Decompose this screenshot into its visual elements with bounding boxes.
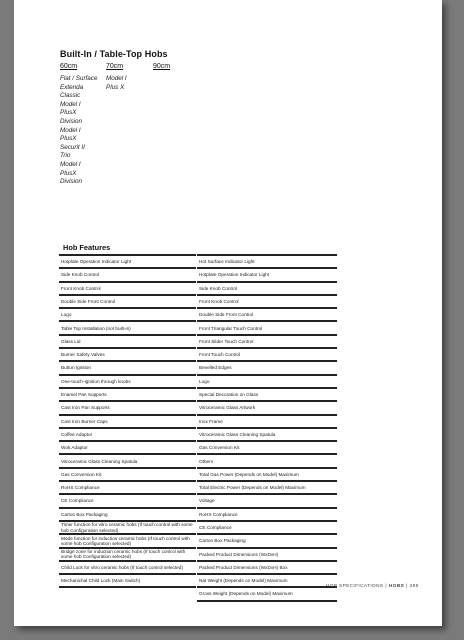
model-name: Extenda — [60, 83, 84, 91]
model-name: Model I — [60, 126, 81, 134]
feature-row — [197, 336, 337, 349]
feature-row — [59, 269, 196, 282]
feature-row — [59, 442, 196, 455]
feature-label: Table Top Installation (not built-in) — [61, 325, 131, 331]
feature-label: Side Knob Control — [61, 272, 100, 278]
feature-row — [197, 269, 337, 282]
feature-label: Timer function for vitro ceramic hobs (If touch control with some hob Configuration selected) — [61, 522, 193, 533]
model-name: Classic — [60, 92, 81, 100]
feature-row — [197, 535, 337, 548]
feature-label: Front Slider Touch Control — [199, 338, 254, 344]
feature-label: Bevelled Edges — [199, 365, 232, 371]
feature-row — [197, 522, 337, 535]
feature-label: Voltage — [199, 498, 215, 504]
feature-label: Nat Weight (Depends on Model) Maximum — [199, 578, 288, 584]
feature-row — [197, 509, 337, 522]
feature-row — [59, 402, 196, 415]
feature-row — [59, 575, 196, 588]
model-name: Trio — [60, 152, 71, 160]
feature-row — [197, 588, 337, 601]
feature-label: Hotplate Operation Indicator Light — [61, 259, 132, 265]
feature-row — [59, 562, 196, 575]
feature-row — [59, 322, 196, 335]
feature-row — [59, 535, 196, 548]
feature-row — [59, 522, 196, 535]
size-heading-60: 60cm — [60, 63, 78, 70]
feature-row — [197, 429, 337, 442]
feature-label: Vitroceramic Glass Artwork — [199, 405, 256, 411]
feature-row — [197, 256, 337, 269]
models-list-60 — [60, 75, 97, 187]
feature-label: Logo — [199, 378, 210, 384]
feature-label: Child Lock for vitro ceramic hobs (If touch control selected) — [61, 564, 183, 570]
feature-label: CE Compliance — [199, 524, 232, 530]
feature-row — [197, 562, 337, 575]
model-name: Model I — [60, 160, 81, 168]
feature-label: Front Knob Control — [61, 285, 101, 291]
feature-row — [197, 362, 337, 375]
feature-label: Wok Adaptor — [61, 445, 88, 451]
model-name: Securit II — [60, 143, 85, 151]
feature-label: One-touch-Ignition through knobs — [61, 378, 131, 384]
model-name: PlusX — [60, 169, 77, 177]
feature-label: Gross Weight (Depends on Model) Maximum — [199, 591, 293, 597]
feature-label: Inox Frame — [199, 418, 223, 424]
feature-table-left — [59, 254, 196, 588]
feature-row — [59, 349, 196, 362]
feature-label: Mode function for induction ceramic hobs (If touch control with some hob Configuration selected) — [61, 535, 190, 546]
model-name: Plus X — [106, 83, 125, 91]
feature-row — [197, 376, 337, 389]
model-name: Flat / Surface — [60, 75, 98, 82]
feature-label: Bridge zone for induction ceramic hobs (If touch control with some hob Configuration selected) — [61, 548, 186, 560]
feature-row — [59, 256, 196, 269]
feature-label: Front Triangular Touch Control — [199, 325, 263, 331]
feature-label: Enamel Pan Supports — [61, 392, 107, 398]
feature-label: Others — [199, 458, 214, 464]
feature-label: Packed Product Dimensions (WxDxH) — [199, 551, 279, 557]
feature-label: Gas Conversion Kit — [61, 471, 102, 477]
feature-row — [59, 429, 196, 442]
feature-row — [197, 349, 337, 362]
feature-label: RoHS Compliance — [199, 511, 238, 517]
feature-row — [59, 309, 196, 322]
feature-label: Double Side Front Control — [199, 312, 254, 318]
feature-label: Hot Surface Indicator Light — [199, 259, 255, 265]
feature-row — [59, 455, 196, 468]
size-heading-90: 90cm — [153, 63, 171, 70]
feature-row — [59, 336, 196, 349]
feature-row — [197, 575, 337, 588]
feature-row — [59, 362, 196, 375]
models-list-70 — [106, 75, 127, 92]
feature-label: Special Decoration on Glass — [199, 392, 259, 398]
model-name: Division — [60, 178, 83, 186]
feature-row — [197, 296, 337, 309]
footer-section: HOBS — [389, 583, 405, 588]
feature-row — [59, 376, 196, 389]
feature-row — [59, 549, 196, 562]
model-name: Division — [60, 117, 83, 125]
feature-label: Mechanichal Child Lock (Main Switch) — [61, 578, 141, 584]
feature-label: Vitroceramic Glass Cleaning Spatula — [199, 431, 276, 437]
section-title: Built-In / Table-Top Hobs — [60, 49, 168, 59]
feature-row — [197, 469, 337, 482]
feature-row — [197, 442, 337, 455]
feature-row — [197, 283, 337, 296]
feature-label: Side Knob Control — [199, 285, 238, 291]
feature-row — [197, 402, 337, 415]
feature-label: Front Knob Control — [199, 298, 239, 304]
model-name: PlusX — [60, 135, 77, 143]
feature-row — [197, 389, 337, 402]
feature-table-right — [197, 254, 337, 602]
feature-row — [59, 509, 196, 522]
feature-row — [197, 322, 337, 335]
feature-label: Carton Box Packaging — [61, 511, 108, 517]
feature-label: RoHS Compliance — [61, 485, 100, 491]
feature-row — [59, 495, 196, 508]
size-heading-70: 70cm — [106, 63, 124, 70]
feature-row — [59, 482, 196, 495]
document-page — [14, 0, 442, 626]
feature-label: Total Gas Power (Depends on Model) Maximum — [199, 471, 299, 477]
feature-row — [59, 416, 196, 429]
feature-row — [197, 455, 337, 468]
features-title: Hob Features — [63, 243, 111, 252]
feature-row — [59, 469, 196, 482]
feature-label: Burner Safety Valves — [61, 352, 105, 358]
page-number: 285 — [409, 583, 419, 588]
model-name: PlusX — [60, 109, 77, 117]
feature-label: CE Compliance — [61, 498, 94, 504]
model-name: Model I — [106, 75, 127, 82]
page-footer: HOB SPECIFICATIONS | HOBS | 285 — [326, 583, 419, 588]
footer-label: HOB SPECIFICATIONS — [326, 583, 384, 588]
feature-row — [197, 482, 337, 495]
model-name: Model I — [60, 100, 81, 108]
feature-label: Hotplate Operation Indicator Light — [199, 272, 270, 278]
feature-label: Carton Box Packaging — [199, 538, 246, 544]
feature-row — [59, 296, 196, 309]
feature-label: Button Ignition — [61, 365, 91, 371]
feature-label: Gas Conversion Kit — [199, 445, 240, 451]
feature-label: Packed Product Dimensions (WxDxH) Box — [199, 564, 288, 570]
feature-row — [59, 283, 196, 296]
feature-row — [197, 416, 337, 429]
feature-row — [59, 389, 196, 402]
feature-label: Vitroceramic Glass Cleaning Spatula — [61, 458, 138, 464]
feature-row — [197, 495, 337, 508]
feature-label: Glass Lid — [61, 338, 81, 344]
feature-label: Cast Iron Burner Caps — [61, 418, 108, 424]
feature-label: Double Side Front Control — [61, 298, 116, 304]
feature-row — [197, 549, 337, 562]
feature-label: Logo — [61, 312, 72, 318]
feature-row — [197, 309, 337, 322]
feature-label: Total Electric Power (Depends on Model) Maximum — [199, 485, 306, 491]
feature-label: Coffee Adaptor — [61, 431, 93, 437]
feature-label: Front Touch Control — [199, 352, 241, 358]
feature-label: Cast Iron Pan Supports — [61, 405, 110, 411]
